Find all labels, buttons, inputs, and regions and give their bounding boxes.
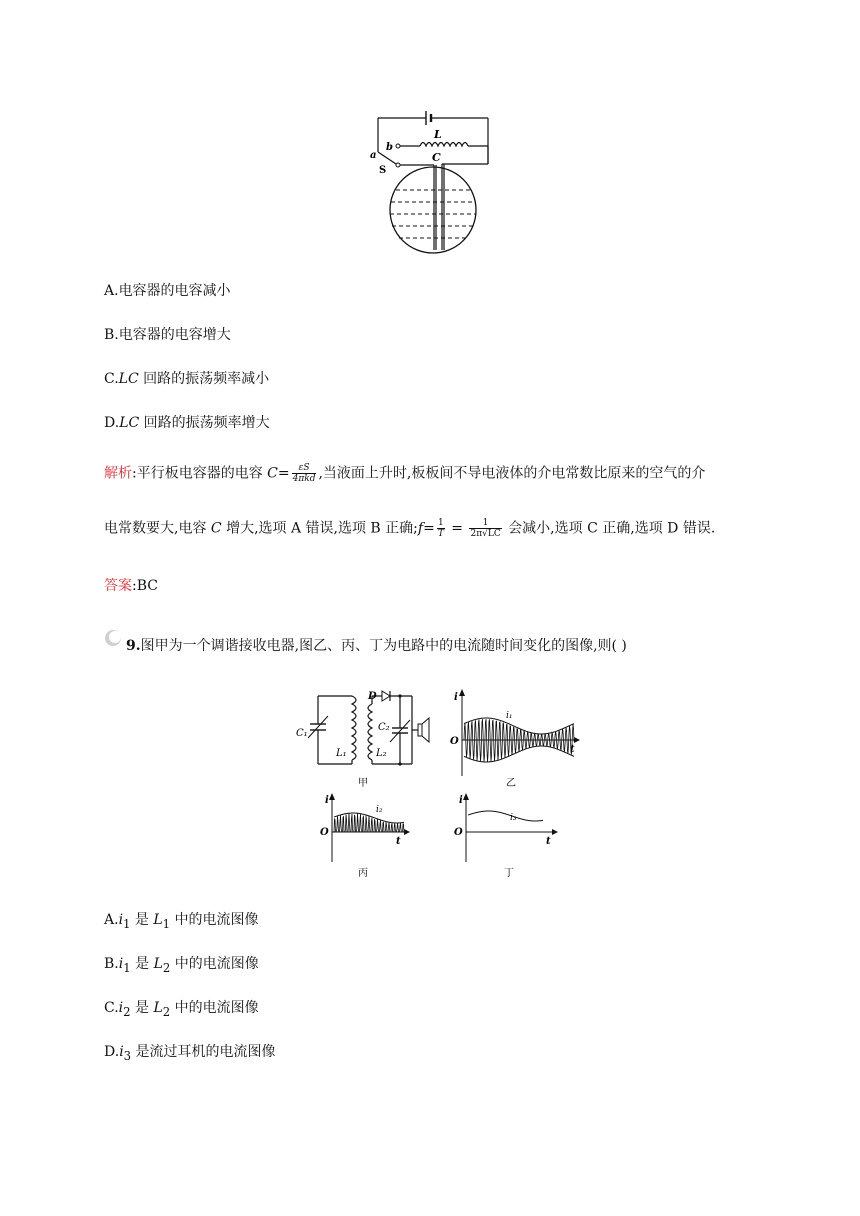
option-a: A.电容器的电容减小 [104,283,231,299]
q9-option-a: $A.i_1$ 是 $L_1$ 中的电流图像 [104,912,259,931]
label-C2: C₂ [378,722,390,733]
q9-option-b: $B.i_1$ 是 $L_2$ 中的电流图像 [104,956,259,975]
figure-tuning-circuit [292,686,582,880]
label-yi: 乙 [506,778,516,789]
label-O-bing: O [320,827,329,838]
fraction-1-over-T: $\frac{1}{T}$ [437,518,444,539]
label-i-bing: i [325,795,329,806]
label-O-ding: O [454,827,463,838]
label-i1: i₁ [506,711,513,721]
label-L2: L₂ [376,748,387,759]
question-number: 9. [126,638,141,654]
q9-option-c: $C.i_2$ 是 $L_2$ 中的电流图像 [104,1000,259,1019]
graph-ding [463,793,558,862]
analysis-line-1: 解析:平行板电容器的电容 C= $\frac{\varepsilon S}{\text{4πkd}}$ ,当液面上升时,板板间不导电液体的介电常数比原来的空气的介 [104,463,706,484]
fraction-capacitance: $\frac{\varepsilon S}{\text{4πkd}}$ [292,463,316,484]
question-marker-icon [104,629,122,647]
label-i2: i₂ [376,805,383,815]
label-t-ding: t [546,836,551,847]
circuit-jia [308,691,429,766]
label-C1: C₁ [296,728,308,739]
graph-yi [459,689,580,776]
label-i-ding: i [459,795,463,806]
q9-option-d: $D.i_3$ 是流过耳机的电流图像 [104,1044,276,1063]
label-i-yi: i [454,692,458,703]
label-O-yi: O [450,736,459,747]
label-S: S [379,165,387,176]
answer-line: 答案:BC [104,578,158,594]
label-bing: 丙 [358,868,368,879]
question-9-stem: 9.图甲为一个调谐接收电器,图乙、丙、丁为电路中的电流随时间变化的图像,则( ) [126,638,627,654]
label-ding: 丁 [504,868,514,879]
label-t-yi: t [570,744,575,755]
label-L1: L₁ [336,748,347,759]
analysis-line-2: 电常数要大,电容 C 增大,选项 A 错误,选项 B 正确;f= $\frac{1}{T}$ = $\frac{1}{2\pi√LC}$ 会减小,选项 C 正确,选项 D 错误. [104,518,716,539]
analysis-label: 解析 [104,465,132,482]
label-i3: i₃ [510,813,517,823]
label-t-bing: t [396,836,401,847]
fraction-frequency: $\frac{1}{2\pi√LC}$ [470,518,501,539]
label-L: L [434,128,442,141]
label-jia: 甲 [358,778,368,789]
answer-label: 答案 [104,578,132,594]
graph-bing [329,793,410,862]
label-b: b [386,142,393,153]
label-C: C [432,151,441,164]
option-b: B.电容器的电容增大 [104,327,231,343]
label-a: a [370,150,377,161]
circuit-figure-lc-level [360,104,500,256]
option-d: D.LC 回路的振荡频率增大 [104,415,270,431]
option-c: C.LC 回路的振荡频率减小 [104,371,270,387]
label-D: D [368,691,377,702]
